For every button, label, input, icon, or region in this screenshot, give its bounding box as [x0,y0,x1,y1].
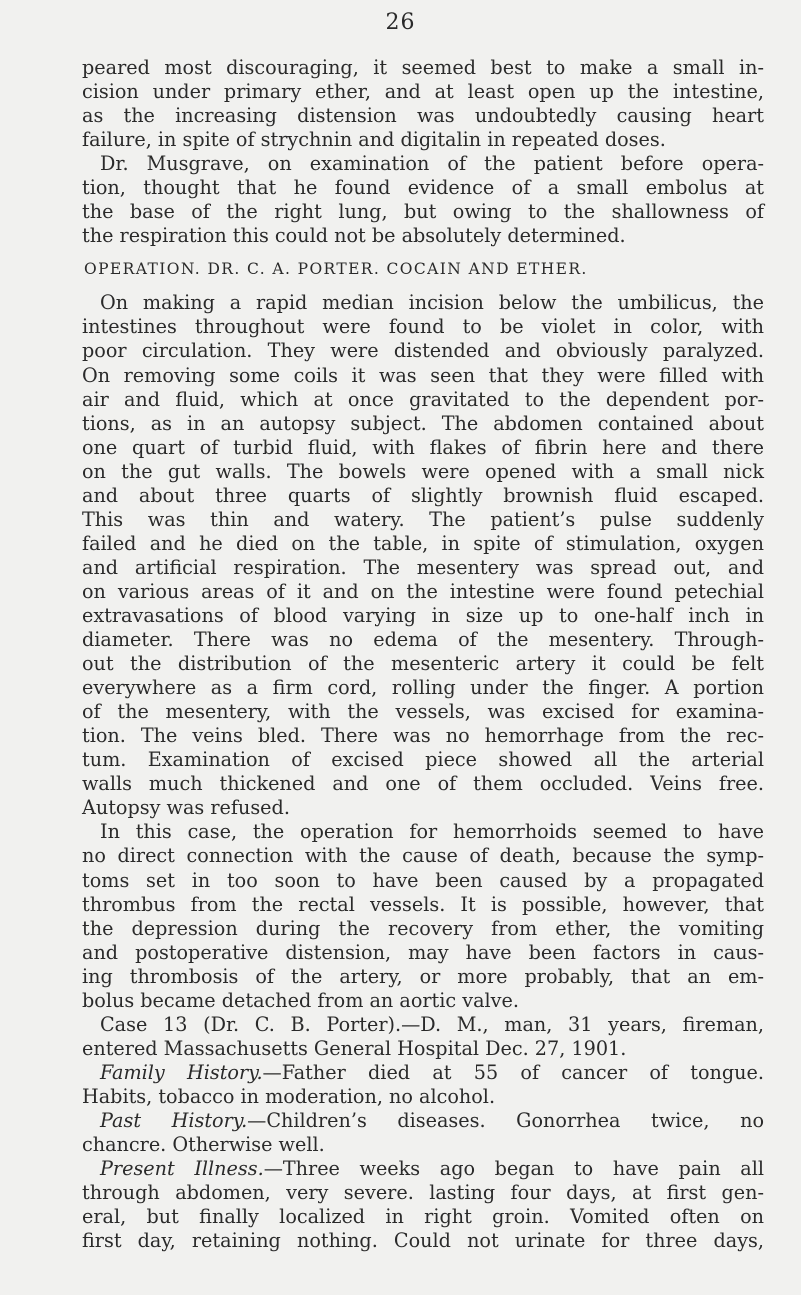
text-line: Case 13 (Dr. C. B. Porter).—D. M., man, 31 years, fireman, [100,1012,764,1036]
text-line: everywhere as a firm cord, rolling under the finger. A portion [82,676,764,700]
past-history-label: Past History. [100,1108,248,1132]
text-line: ing thrombosis of the artery, or more probably, that an em- [82,964,764,988]
text-line: and artificial respiration. The mesentery was spread out, and [82,555,764,579]
text-line [82,1109,764,1133]
text-line: walls much thickened and one of them occluded. Veins free. [82,772,764,796]
text-line: tion, thought that he found evidence of a small embolus at [82,176,764,200]
text-line: This was thin and watery. The patient’s pulse suddenly [82,507,764,531]
text-line: bolus became detached from an aortic valve. [82,988,519,1012]
past-history-text: —Children’s diseases. Gonorrhea twice, no [247,1108,764,1132]
text-line: tions, as in an autopsy subject. The abdomen contained about [82,411,764,435]
text-line: Autopsy was refused. [82,796,290,820]
text-line: In this case, the operation for hemorrhoids seemed to have [100,820,764,844]
text-line: extravasations of blood varying in size up to one-half inch in [82,603,764,627]
text-line: Habits, tobacco in moderation, no alcohol. [82,1084,496,1108]
family-history-text: —Father died at 55 of cancer of tongue. [262,1060,764,1084]
text-line: thrombus from the rectal vessels. It is possible, however, that [82,892,764,916]
family-history-label: Family History. [100,1060,263,1084]
text-line: failed and he died on the table, in spite of stimulation, oxygen [82,531,764,555]
text-line: intestines throughout were found to be violet in color, with [82,315,764,339]
body-text [82,56,764,1253]
text-line: and about three quarts of slightly brownish fluid escaped. [82,483,764,507]
text-line: toms set in too soon to have been caused by a propagated [82,868,764,892]
text-line: no direct connection with the cause of death, because the symp- [82,844,764,868]
text-line: one quart of turbid fluid, with flakes of fibrin here and there [82,435,764,459]
text-line: eral, but finally localized in right groin. Vomited often on [82,1205,764,1229]
text-line: the respiration this could not be absolutely determined. [82,224,626,248]
text-line: first day, retaining nothing. Could not urinate for three days, [82,1229,764,1253]
text-line: on various areas of it and on the intestine were found petechial [82,579,764,603]
present-illness-text: —Three weeks ago began to have pain all [263,1157,764,1181]
text-line [82,1157,764,1181]
text-line: failure, in spite of strychnin and digitalin in repeated doses. [82,128,666,152]
text-line: On removing some coils it was seen that they were filled with [82,363,764,387]
text-line: out the distribution of the mesenteric artery it could be felt [82,652,764,676]
text-line: cision under primary ether, and at least open up the intestine, [82,80,764,104]
paragraph-family-history [82,1061,764,1109]
text-line: chancre. Otherwise well. [82,1133,325,1157]
paragraph-continuation [82,56,764,152]
paragraph-case-13 [82,1013,764,1061]
text-line: tion. The veins bled. There was no hemorrhage from the rec- [82,724,764,748]
text-line: through abdomen, very severe. lasting four days, at first gen- [82,1181,764,1205]
text-line: as the increasing distension was undoubtedly causing heart [82,104,764,128]
paragraph-operation [82,291,764,820]
text-line: tum. Examination of excised piece showed all the arterial [82,748,764,772]
present-illness-label: Present Illness. [100,1157,264,1181]
paragraph-musgrave [82,152,764,248]
text-line: the base of the right lung, but owing to the shallowness of [82,200,764,224]
paragraph-discussion [82,820,764,1012]
text-line: entered Massachusetts General Hospital Dec. 27, 1901. [82,1036,627,1060]
page-number: 26 [385,10,416,35]
text-line: diameter. There was no edema of the mesentery. Through- [82,628,764,652]
text-line: Dr. Musgrave, on examination of the patient before opera- [100,152,764,176]
text-line [82,1061,764,1085]
text-line: poor circulation. They were distended and obviously paralyzed. [82,339,764,363]
text-line: the depression during the recovery from ether, the vomiting [82,916,764,940]
text-line: and postoperative distension, may have been factors in caus- [82,940,764,964]
text-line: peared most discouraging, it seemed best to make a small in- [82,56,764,79]
paragraph-past-history [82,1109,764,1157]
paragraph-present-illness [82,1157,764,1253]
text-line: on the gut walls. The bowels were opened with a small nick [82,459,764,483]
text-line: of the mesentery, with the vessels, was excised for examina- [82,700,764,724]
text-line: air and fluid, which at once gravitated to the dependent por- [82,387,764,411]
operation-heading: OPERATION. DR. C. A. PORTER. COCAIN AND ETHER. [84,260,588,279]
text-line: On making a rapid median incision below the umbilicus, the [100,291,764,315]
